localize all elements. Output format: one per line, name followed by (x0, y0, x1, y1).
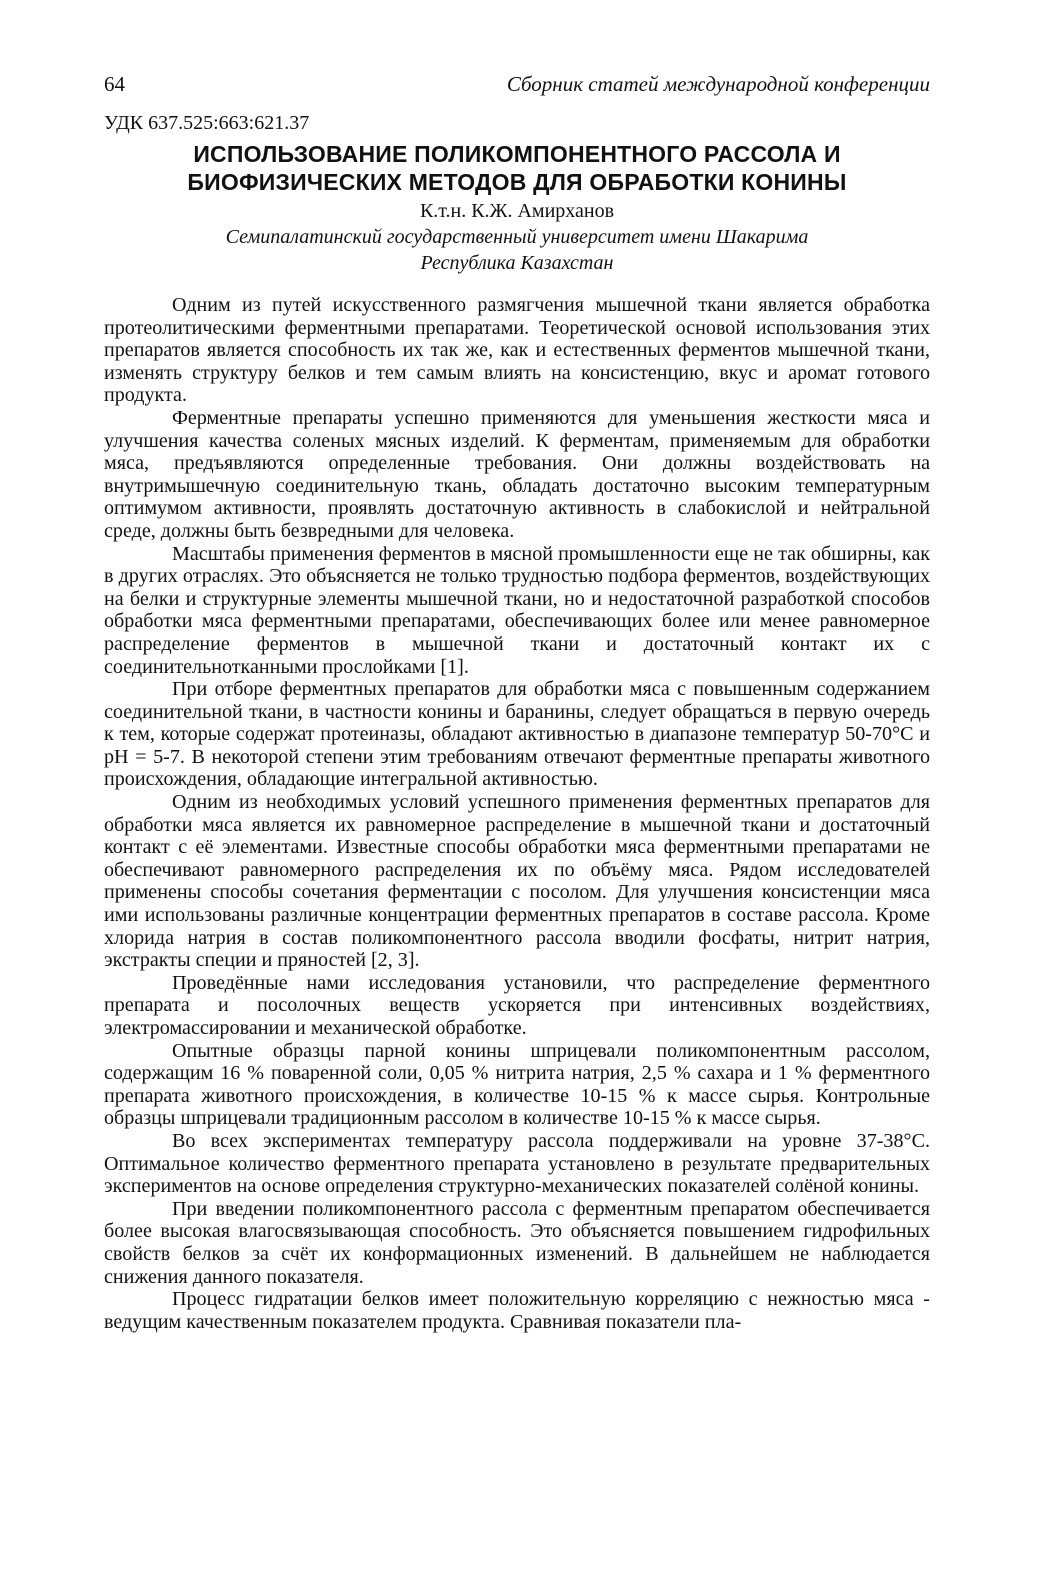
article-body (104, 294, 930, 1333)
udc-code: УДК 637.525:663:621.37 (104, 112, 310, 134)
paragraph: Проведённые нами исследования установили, что распределение ферментного препарата и посолочных веществ ускоряется при интенсивных воздействиях, электромассировании и механической обработке. (104, 971, 930, 1039)
paragraph: Одним из необходимых условий успешного применения ферментных препаратов для обработки мяса является их равномерное распределение в мышечной ткани и достаточный контакт с её элементами. Известные способы обработки мяса ферментными препаратами не обеспечивают равномерного распределения их по объёму мяса. Рядом исследователей применены способы сочетания ферментации с посолом. Для улучшения консистенции мяса ими использованы различные концентрации ферментных препаратов в составе рассола. Кроме хлорида натрия в состав поликомпонентного рассола вводили фосфаты, нитрит натрия, экстракты специи и пряностей [2, 3]. (104, 791, 930, 972)
page-number: 64 (104, 72, 125, 96)
paragraph: При введении поликомпонентного рассола с ферментным препаратом обеспечивается более высокая влагосвязывающая способность. Это объясняется повышением гидрофильных свойств белков за счёт их конформационных изменений. В дальнейшем не наблюдается снижения данного показателя. (104, 1197, 930, 1288)
journal-title: Сборник статей международной конференции (506, 72, 930, 96)
paragraph: Процесс гидратации белков имеет положительную корреляцию с нежностью мяса - ведущим качественным показателем продукта. Сравнивая показатели пла- (104, 1288, 930, 1333)
running-header (104, 70, 930, 100)
paragraph: При отборе ферментных препаратов для обработки мяса с повышенным содержанием соединительной ткани, в частности конины и баранины, следует обращаться в первую очередь к тем, которые содержат протеиназы, обладают активностью в диапазоне температур 50-70°С и рН = 5-7. В некоторой степени этим требованиям отвечают ферментные препараты животного происхождения, обладающие интегральной активностью. (104, 678, 930, 791)
affiliation-line-1: Семипалатинский государственный университет имени Шакарима (225, 226, 809, 248)
affiliation-line-2: Республика Казахстан (420, 252, 614, 274)
paragraph: Масштабы применения ферментов в мясной промышленности еще не так обширны, как в других отраслях. Это объясняется не только трудностью подбора ферментов, воздействующих на белки и структурные элементы мышечной ткани, но и недостаточной разработкой способов обработки мяса ферментными препаратами, обеспечивающих более или менее равномерное распределение ферментов в мышечной ткани и достаточный контакт их с соединительнотканными прослойками [1]. (104, 542, 930, 678)
paragraph: Опытные образцы парной конины шприцевали поликомпонентным рассолом, содержащим 16 % поваренной соли, 0,05 % нитрита натрия, 2,5 % сахара и 1 % ферментного препарата животного происхождения, в количестве 10-15 % к массе сырья. Контрольные образцы шприцевали традиционным рассолом в количестве 10-15 % к массе сырья. (104, 1039, 930, 1130)
paragraph: Во всех экспериментах температуру рассола поддерживали на уровне 37-38°С. Оптимальное количество ферментного препарата установлено в результате предварительных экспериментов на основе определения структурно-механических показателей солёной конины. (104, 1129, 930, 1198)
title-line-2: БИОФИЗИЧЕСКИХ МЕТОДОВ ДЛЯ ОБРАБОТКИ КОНИНЫ (187, 169, 847, 195)
article-title (104, 140, 930, 196)
paragraph: Ферментные препараты успешно применяются для уменьшения жесткости мяса и улучшения качества соленых мясных изделий. К ферментам, применяемым для обработки мяса, предъявляются определенные требования. Они должны воздействовать на внутримышечную соединительную ткань, обладать достаточно высоким температурным оптимумом активности, проявлять достаточную активность в слабокислой и нейтральной среде, должны быть безвредными для человека. (104, 406, 930, 542)
title-line-1: ИСПОЛЬЗОВАНИЕ ПОЛИКОМПОНЕНТНОГО РАССОЛА И (193, 141, 841, 167)
paper-page (104, 70, 930, 1333)
author: К.т.н. К.Ж. Амирханов (419, 200, 615, 222)
paragraph: Одним из путей искусственного размягчения мышечной ткани является обработка протеолитическими ферментными препаратами. Теоретической основой использования этих препаратов является способность их так же, как и естественных ферментов мышечной ткани, изменять структуру белков и тем самым влиять на консистенцию, вкус и аромат готового продукта. (104, 294, 930, 407)
